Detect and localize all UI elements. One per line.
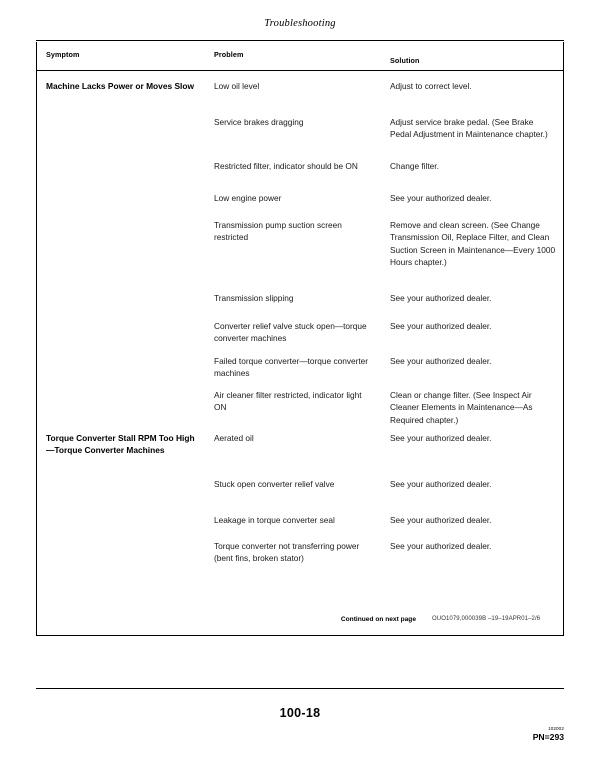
table-cell-symptom: Torque Converter Stall RPM Too High—Torque Converter Machines xyxy=(46,433,195,456)
footer-divider xyxy=(36,688,564,689)
table-cell-symptom: Machine Lacks Power or Moves Slow xyxy=(46,81,195,91)
table-cell-problem: Aerated oil xyxy=(214,433,254,443)
table-cell-solution: Remove and clean screen. (See Change Transmission Oil, Replace Filter, and Clean Suction Screen in Maintenance—Every 1000 Hours chapter.) xyxy=(390,220,556,268)
troubleshooting-table-body xyxy=(36,72,564,612)
page-header-title: Troubleshooting xyxy=(264,18,336,29)
table-cell-solution: See your authorized dealer. xyxy=(390,321,492,331)
table-cell-solution: Adjust to correct level. xyxy=(390,81,472,91)
table-cell-solution: See your authorized dealer. xyxy=(390,515,492,525)
table-cell-solution: See your authorized dealer. xyxy=(390,541,492,551)
table-footer xyxy=(36,614,564,630)
table-cell-problem: Leakage in torque converter seal xyxy=(214,515,335,525)
table-header-row xyxy=(36,50,564,70)
header-divider xyxy=(36,40,564,41)
page-code-date: 102002 xyxy=(548,726,564,731)
table-cell-problem: Low engine power xyxy=(214,193,282,203)
continued-label: Continued on next page xyxy=(340,616,416,623)
column-header-problem: Problem xyxy=(214,50,244,59)
table-cell-problem: Torque converter not transferring power (bent fins, broken stator) xyxy=(214,541,360,564)
table-cell-problem: Failed torque converter—torque converter machines xyxy=(214,356,369,379)
page-code xyxy=(533,726,564,742)
page-number: 100-18 xyxy=(279,706,321,720)
table-cell-problem: Transmission pump suction screen restricted xyxy=(214,220,342,243)
page-header xyxy=(36,18,564,29)
table-cell-problem: Transmission slipping xyxy=(214,293,294,303)
table-cell-solution: See your authorized dealer. xyxy=(390,193,492,203)
table-cell-solution: See your authorized dealer. xyxy=(390,479,492,489)
table-header-divider xyxy=(36,70,564,71)
column-header-solution: Solution xyxy=(390,56,420,65)
table-cell-problem: Stuck open converter relief valve xyxy=(214,479,335,489)
table-cell-solution: Change filter. xyxy=(390,161,439,171)
table-cell-solution: Clean or change filter. (See Inspect Air Cleaner Elements in Maintenance—As Required chapter.) xyxy=(390,390,533,425)
table-cell-solution: See your authorized dealer. xyxy=(390,293,492,303)
table-cell-problem: Restricted filter, indicator should be ON xyxy=(214,161,358,171)
table-cell-problem: Converter relief valve stuck open—torque converter machines xyxy=(214,321,367,344)
column-header-symptom: Symptom xyxy=(46,50,80,59)
table-cell-problem: Low oil level xyxy=(214,81,260,91)
table-cell-solution: Adjust service brake pedal. (See Brake Pedal Adjustment in Maintenance chapter.) xyxy=(390,117,548,140)
document-id: OUO1079,000039B –19–19APR01–2/6 xyxy=(432,616,541,622)
table-cell-problem: Air cleaner filter restricted, indicator light ON xyxy=(214,390,362,413)
table-cell-problem: Service brakes dragging xyxy=(214,117,304,127)
page-code-value: PN=293 xyxy=(532,732,564,742)
table-cell-solution: See your authorized dealer. xyxy=(390,356,492,366)
table-cell-solution: See your authorized dealer. xyxy=(390,433,492,443)
